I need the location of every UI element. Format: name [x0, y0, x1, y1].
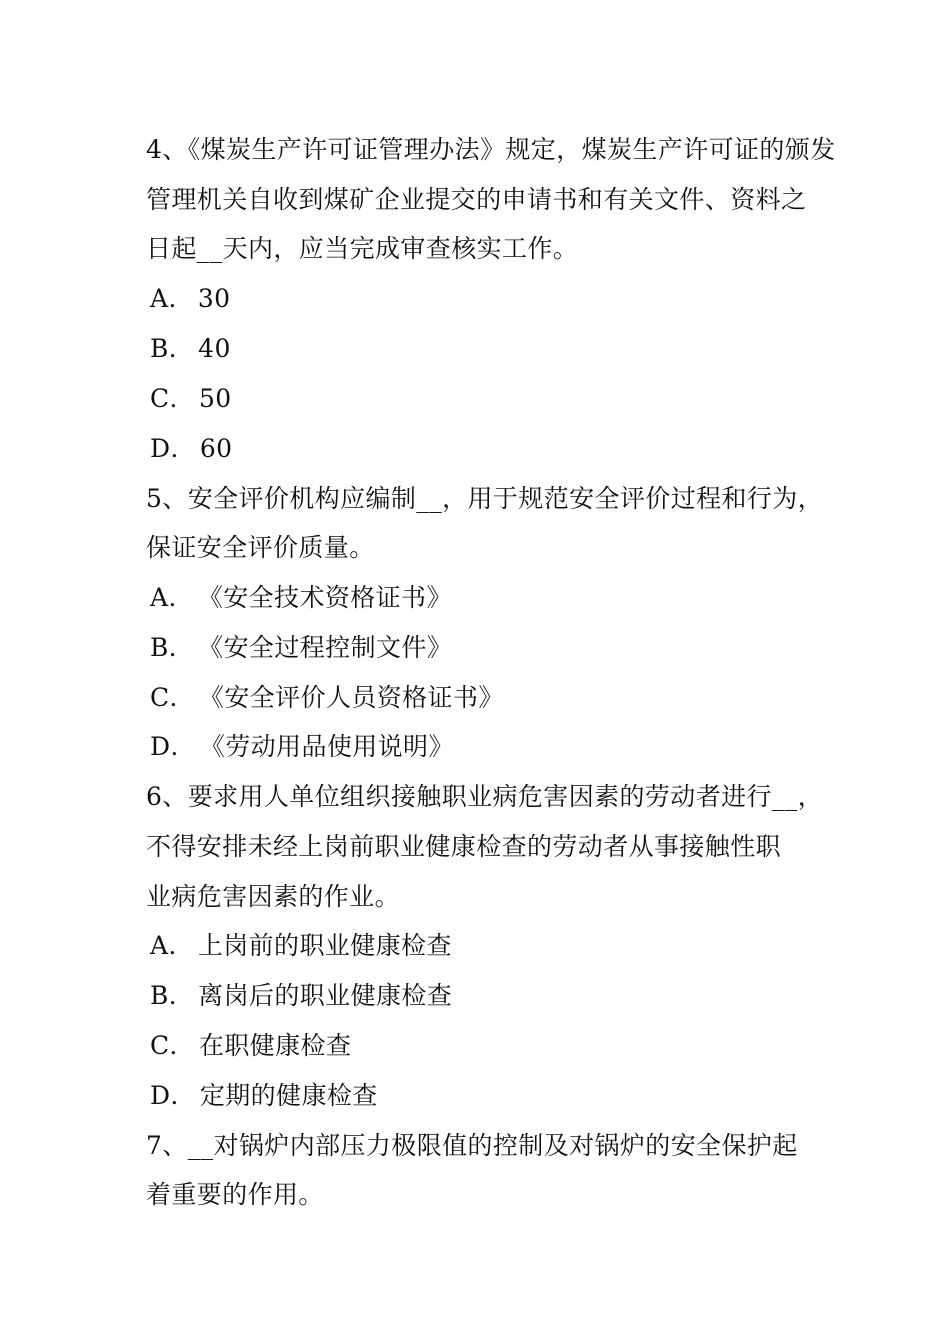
question-5-option-c [150, 681, 504, 715]
option-text: 在职健康检查 [198, 1031, 352, 1060]
question-4-line-2: 管理机关自收到煤矿企业提交的申请书和有关文件、资料之 [146, 185, 807, 214]
option-letter: A． [150, 284, 194, 313]
question-6-option-d [150, 1079, 378, 1113]
question-5-option-a [150, 581, 452, 615]
question-4-option-d [150, 432, 232, 466]
option-letter: B． [150, 981, 195, 1010]
option-letter: A． [150, 583, 194, 612]
option-letter: C． [150, 384, 195, 413]
question-4-line-3: 日起__天内，应当完成审查核实工作。 [146, 234, 579, 263]
question-6-option-c [150, 1029, 351, 1063]
option-text: 《劳动用品使用说明》 [199, 732, 454, 761]
option-letter: D． [150, 434, 196, 463]
question-4-option-c [150, 382, 232, 416]
question-4-option-b [150, 332, 231, 366]
option-letter: C． [150, 683, 195, 712]
question-6-line-3: 业病危害因素的作业。 [146, 882, 401, 911]
question-6-option-a [150, 929, 452, 963]
option-text: 50 [198, 384, 232, 413]
option-letter: B． [150, 633, 195, 662]
option-text: 30 [197, 284, 231, 313]
question-6-line-1: 6、要求用人单位组织接触职业病危害因素的劳动者进行__， [146, 782, 824, 811]
option-text: 60 [199, 434, 233, 463]
question-7-line-2: 着重要的作用。 [146, 1180, 324, 1209]
question-5-line-1: 5、安全评价机构应编制__，用于规范安全评价过程和行为， [146, 484, 824, 513]
option-letter: A． [150, 931, 194, 960]
option-letter: B． [150, 334, 195, 363]
option-letter: D． [150, 1081, 196, 1110]
question-5-line-2: 保证安全评价质量。 [146, 533, 375, 562]
option-letter: D． [150, 732, 196, 761]
option-text: 《安全技术资格证书》 [197, 583, 452, 612]
option-text: 定期的健康检查 [199, 1081, 378, 1110]
question-5-option-d [150, 730, 454, 764]
question-4-line-1: 4、《煤炭生产许可证管理办法》规定，煤炭生产许可证的颁发 [146, 135, 836, 164]
option-text: 《安全过程控制文件》 [198, 633, 453, 662]
question-5-option-b [150, 631, 452, 665]
question-6-line-2: 不得安排未经上岗前职业健康检查的劳动者从事接触性职 [146, 832, 782, 861]
option-text: 离岗后的职业健康检查 [198, 981, 453, 1010]
option-text: 《安全评价人员资格证书》 [198, 683, 504, 712]
option-text: 40 [198, 334, 231, 363]
option-letter: C． [150, 1031, 195, 1060]
question-7-line-1: 7、__对锅炉内部压力极限值的控制及对锅炉的安全保护起 [146, 1131, 798, 1160]
question-6-option-b [150, 979, 452, 1013]
question-4-option-a [150, 282, 230, 316]
option-text: 上岗前的职业健康检查 [197, 931, 452, 960]
